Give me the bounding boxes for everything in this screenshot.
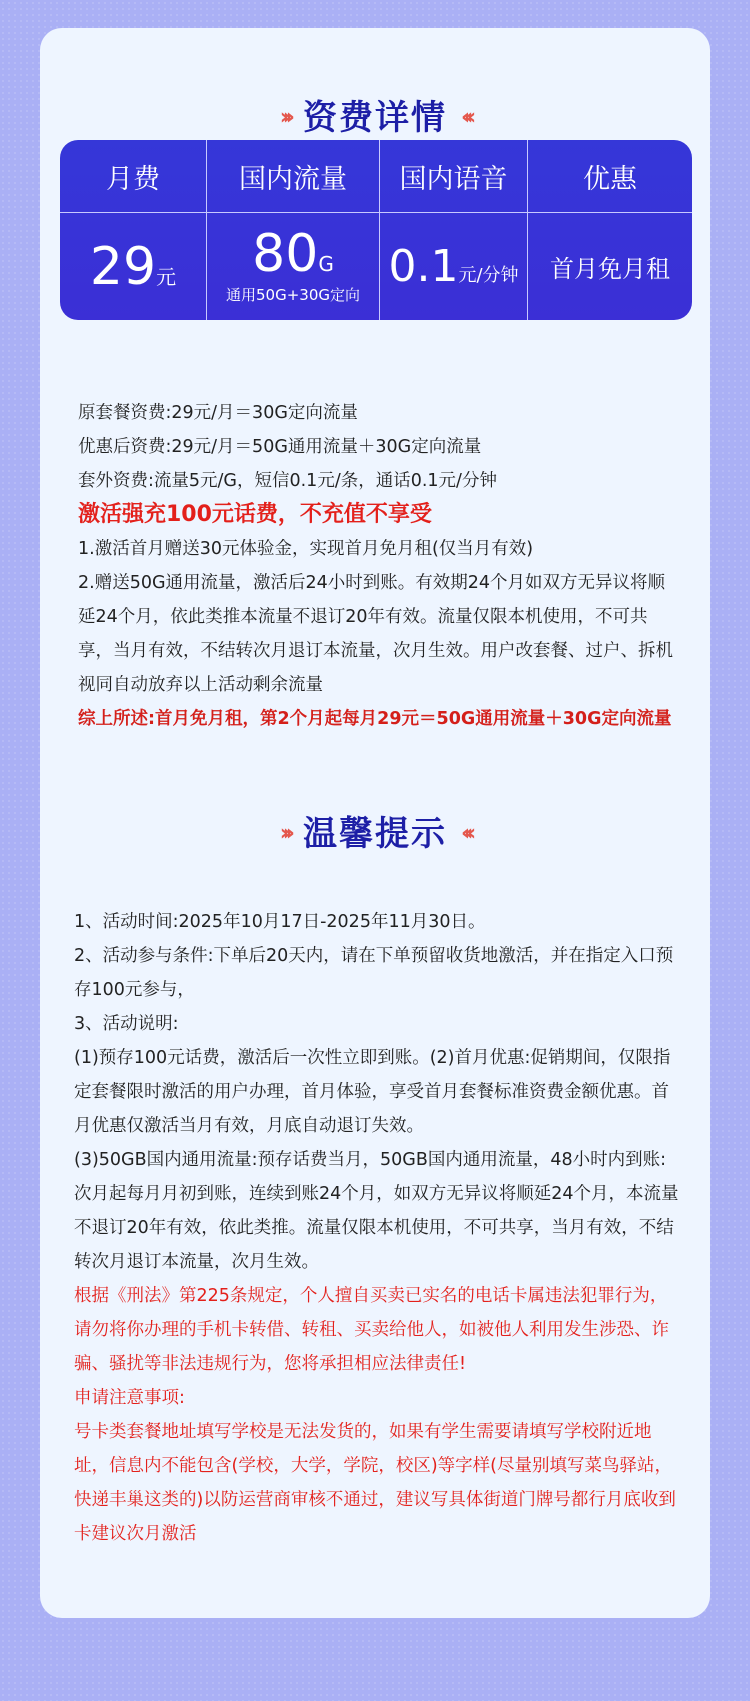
discount-value: 首月免月租 xyxy=(550,255,670,283)
fee-details-title-text: 资费详情 xyxy=(303,98,447,138)
monthly-fee-unit: 元 xyxy=(156,264,177,289)
data-cell xyxy=(207,213,380,320)
header-discount: 优惠 xyxy=(583,163,637,195)
extra-fee-line: 套外资费:流量5元/G，短信0.1元/条，通话0.1元/分钟 xyxy=(78,471,497,491)
notice-title: 申请注意事项: xyxy=(74,1388,185,1408)
discount-cell xyxy=(528,213,692,320)
fee-details-title xyxy=(40,90,710,139)
tips-title-text: 温馨提示 xyxy=(303,814,447,854)
header-monthly-fee: 月费 xyxy=(60,140,207,212)
tips-text xyxy=(74,905,680,1551)
monthly-fee-cell xyxy=(60,213,207,320)
chevron-left-icon: ‹‹‹ xyxy=(461,104,471,130)
data-value: 80 xyxy=(252,224,319,284)
voice-value: 0.1 xyxy=(388,240,459,292)
data-note: 通用50G+30G定向 xyxy=(226,286,360,304)
header-domestic-voice: 国内语音 xyxy=(380,140,528,212)
detail-item-2: 2.赠送50G通用流量，激活后24小时到账。有效期24个月如双方无异议将顺延24个月，依此类推本流量不退订20年有效。流量仅限本机使用，不可共享，当月有效，不结转次月退订本流量，次月生效。用户改套餐、过户、拆机视同自动放弃以上活动剩余流量 xyxy=(78,573,673,695)
voice-cell xyxy=(380,213,528,320)
tip-description-2: (3)50GB国内通用流量:预存话费当月，50GB国内通用流量，48小时内到账:次月起每月月初到账，连续到账24个月，如双方无异议将顺延24个月，本流量不退订20年有效，依此类推。流量仅限本机使用，不可共享，当月有效，不结转次月退订本流量，次月生效。 xyxy=(74,1150,679,1272)
tips-title xyxy=(40,806,710,855)
chevron-right-icon: ››› xyxy=(279,104,289,130)
chevron-left-icon: ‹‹‹ xyxy=(461,820,471,846)
tip-description-1: (1)预存100元话费，激活后一次性立即到账。(2)首月优惠:促销期间，仅限指定套餐限时激活的用户办理，首月体验，享受首月套餐标准资费金额优惠。首月优惠仅激活当月有效，月底自动退订失效。 xyxy=(74,1048,671,1136)
activation-highlight: 激活强充100元话费，不充值不享受 xyxy=(78,502,432,527)
original-fee-line: 原套餐资费:29元/月＝30G定向流量 xyxy=(78,403,358,423)
plan-table-values xyxy=(60,213,692,320)
discounted-fee-line: 优惠后资费:29元/月＝50G通用流量＋30G定向流量 xyxy=(78,437,482,457)
fee-details-text xyxy=(78,396,678,736)
tip-description-title: 3、活动说明: xyxy=(74,1014,179,1034)
detail-item-1: 1.激活首月赠送30元体验金，实现首月免月租(仅当月有效) xyxy=(78,539,534,559)
summary-line: 综上所述:首月免月租，第2个月起每月29元＝50G通用流量＋30G定向流量 xyxy=(78,709,672,729)
tip-activity-time: 1、活动时间:2025年10月17日-2025年11月30日。 xyxy=(74,912,486,932)
monthly-fee-value: 29 xyxy=(89,236,157,297)
plan-table xyxy=(60,140,692,320)
chevron-right-icon: ››› xyxy=(279,820,289,846)
legal-warning: 根据《刑法》第225条规定，个人擅自买卖已实名的电话卡属违法犯罪行为，请勿将你办理的手机卡转借、转租、买卖给他人，如被他人利用发生涉恐、诈骗、骚扰等非法违规行为，您将承担相应法律责任! xyxy=(74,1286,669,1374)
tip-conditions: 2、活动参与条件:下单后20天内，请在下单预留收货地激活，并在指定入口预存100元参与， xyxy=(74,946,674,1000)
plan-table-header xyxy=(60,140,692,212)
data-unit: G xyxy=(318,252,334,276)
notice-text: 号卡类套餐地址填写学校是无法发货的，如果有学生需要请填写学校附近地址，信息内不能包含(学校，大学，学院，校区)等字样(尽量别填写菜鸟驿站，快递丰巢这类的)以防运营商审核不通过，建议写具体街道门牌号都行月底收到卡建议次月激活 xyxy=(74,1422,676,1544)
content-card xyxy=(40,28,710,1618)
voice-unit: 元/分钟 xyxy=(458,264,519,286)
header-domestic-data: 国内流量 xyxy=(207,140,380,212)
